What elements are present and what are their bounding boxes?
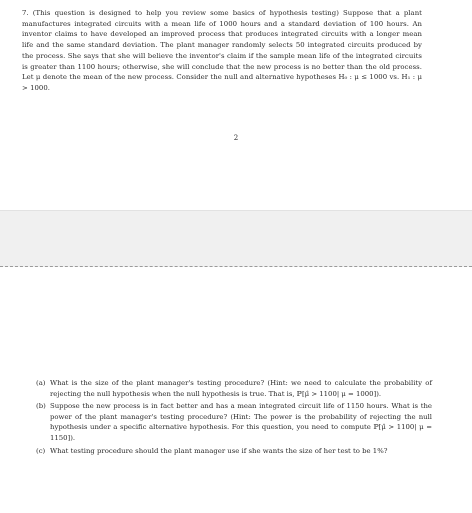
part-c-text: What testing procedure should the plant manager use if she wants the size of her test to be 1%? xyxy=(50,446,388,455)
page-gap xyxy=(0,210,472,267)
problem-statement xyxy=(22,8,422,94)
question-parts xyxy=(36,378,432,458)
problem-number: 7. xyxy=(22,9,29,17)
page-upper-section xyxy=(0,0,472,210)
page-number: 2 xyxy=(233,134,239,142)
part-b-label: (b) xyxy=(36,402,46,411)
problem-text: (This question is designed to help you review some basics of hypothesis testing) Suppose that a plant manufactures integrated circuits with a mean life of 1000 hours and a standard deviation of 100 hours. An inventor claims to have developed an improved process that produces integrated circuits with a longer mean life and the same standard deviation. The plant manager randomly selects 50 integrated circuits produced by the process. She says that she will believe the inventor's claim if the sample mean life of the integrated circuits is greater than 1100 hours; otherwise, she will conclude that the new process is no better than the old process. Let μ denote the mean of the new process. Consider the null and alternative hypotheses H₀ : μ ≤ 1000 vs. H₁ : μ > 1000. xyxy=(22,9,422,92)
part-a-text: What is the size of the plant manager's testing procedure? (Hint: we need to calculate the probability of rejecting the null hypothesis when the null hypothesis is true. That is, ℙ[μ̂ > 1100| μ = 1000]). xyxy=(50,379,432,398)
part-b xyxy=(36,401,432,443)
part-c xyxy=(36,446,432,457)
part-a xyxy=(36,378,432,399)
part-b-text: Suppose the new process is in fact better and has a mean integrated circuit life of 1150 hours. What is the power of the plant manager's testing procedure? (Hint: The power is the probability of rejecting the null hypothesis under a specific alternative hypothesis. For this question, you need to compute ℙ[μ̂ > 1100| μ = 1150]). xyxy=(50,402,432,442)
part-c-label: (c) xyxy=(36,446,46,455)
part-a-label: (a) xyxy=(36,379,46,387)
